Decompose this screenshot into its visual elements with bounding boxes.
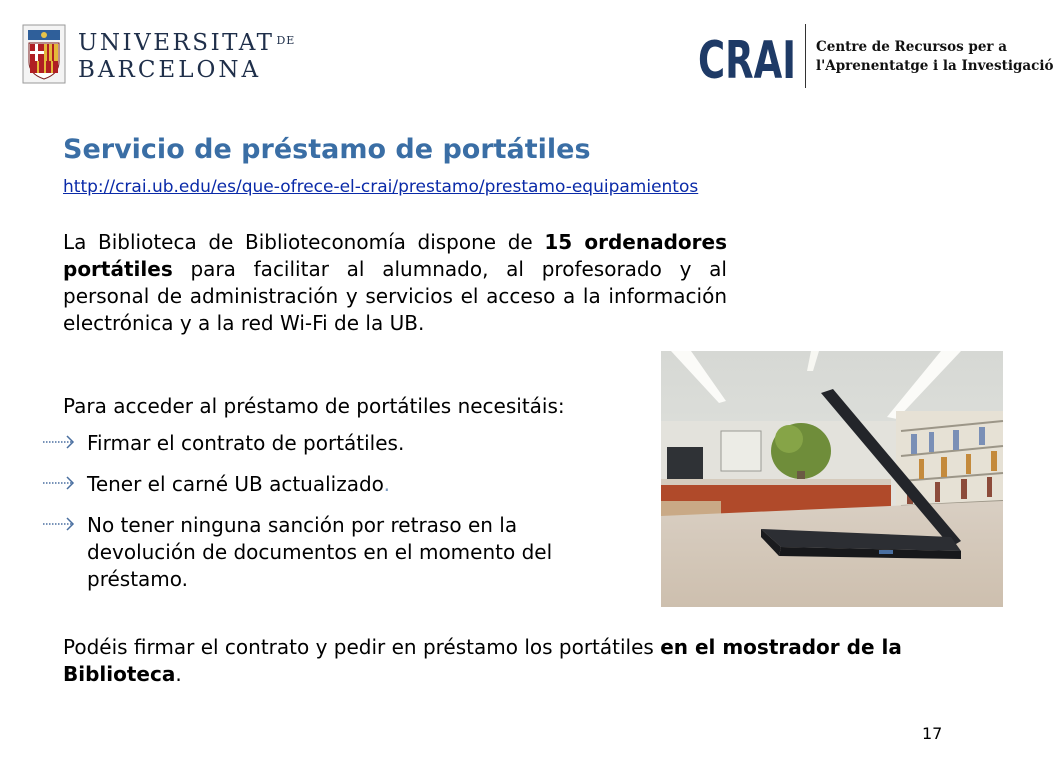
- closing-text-a: Podéis firmar el contrato y pedir en préstamo los portátiles: [63, 635, 661, 659]
- ub-seal-icon: [22, 24, 66, 84]
- page-number: 17: [922, 724, 943, 743]
- list-item-main: Tener el carné UB actualizado: [87, 472, 384, 496]
- crai-full-name: [816, 38, 1054, 76]
- crai-mark-text: CRAI: [698, 31, 796, 91]
- intro-text-c: para facilitar al alumnado, al profesorado y al personal de administración y servicios el acceso a la información electrónica y a la red Wi-Fi de la UB.: [63, 257, 727, 335]
- requirements-intro: Para acceder al préstamo de portátiles necesitáis:: [63, 394, 565, 418]
- closing-text-c: .: [175, 662, 182, 686]
- arrow-bullet-icon: [42, 476, 78, 490]
- ub-logo: [22, 24, 296, 88]
- intro-paragraph: [63, 229, 727, 337]
- list-item-text: Firmar el contrato de portátiles.: [87, 431, 405, 455]
- ub-de: DE: [276, 34, 296, 47]
- arrow-bullet-icon: [42, 435, 78, 449]
- list-item-text: No tener ninguna sanción por retraso en la devolución de documentos en el momento del préstamo.: [87, 513, 553, 591]
- info-link[interactable]: http://crai.ub.edu/es/que-ofrece-el-crai/prestamo/prestamo-equipamientos: [63, 177, 699, 197]
- crai-divider: [805, 24, 806, 88]
- closing-paragraph: [63, 634, 963, 688]
- list-item-suffix: .: [383, 472, 390, 496]
- ub-line1: UNIVERSITAT: [78, 30, 275, 56]
- crai-mark: [698, 31, 798, 91]
- crai-line1: Centre de Recursos per a: [816, 39, 1007, 55]
- crai-logo: [698, 22, 1054, 91]
- intro-text-bold: 15 ordenadores portátiles: [63, 230, 727, 281]
- list-item-text: [87, 471, 627, 498]
- intro-text-a: La Biblioteca de Biblioteconomía dispone de: [63, 230, 545, 254]
- library-laptop-photo: [661, 351, 1003, 607]
- ub-line2: BARCELONA: [78, 57, 262, 83]
- closing-text-bold: en el mostrador de la Biblioteca: [63, 635, 902, 686]
- ub-wordmark: [78, 28, 295, 84]
- arrow-bullet-icon: [42, 517, 78, 531]
- crai-line2: l'Aprenentatge i la Investigació: [816, 58, 1054, 74]
- page-title: Servicio de préstamo de portátiles: [63, 134, 591, 165]
